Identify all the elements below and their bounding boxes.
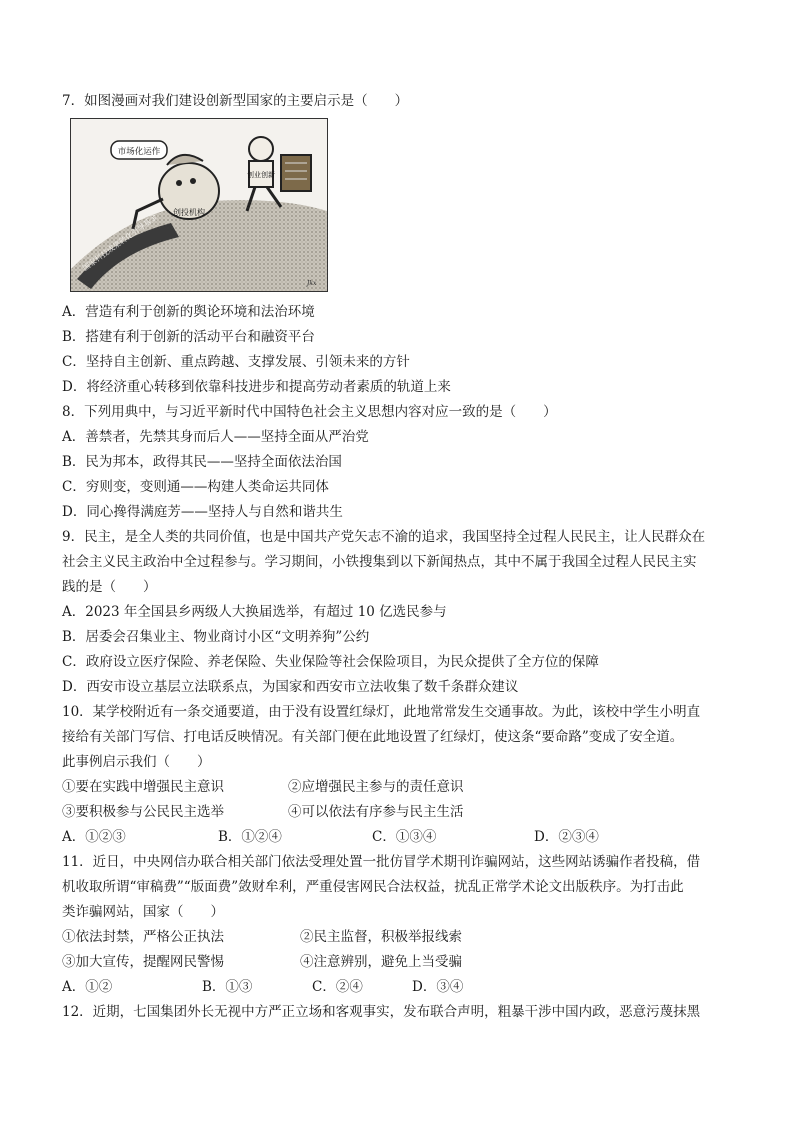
q7-option-d: D．将经济重心转移到依靠科技进步和提高劳动者素质的轨道上来 — [62, 379, 451, 395]
runner-head — [249, 137, 273, 161]
q10-item-2: ②应增强民主参与的责任意识 — [288, 779, 464, 795]
q11-choice-a: A．①② — [62, 979, 113, 995]
q11-choice-c: C．②④ — [312, 979, 363, 995]
q7-cartoon — [70, 118, 328, 292]
q10-stem-line3: 此事例启示我们（ ） — [62, 754, 211, 770]
q11-item-4: ④注意辨别，避免上当受骗 — [300, 954, 462, 970]
q9-option-d: D．西安市设立基层立法联系点，为国家和西安市立法收集了数千条群众建议 — [62, 679, 519, 695]
cartoon-illustration — [71, 119, 327, 291]
q11-stem-line3: 类诈骗网站，国家（ ） — [62, 904, 224, 920]
label-startup: 创投机构 — [173, 208, 205, 217]
q8-option-a: A．善禁者，先禁其身而后人——坚持全面从严治党 — [62, 429, 369, 445]
q7-option-a: A．营造有利于创新的舆论环境和法治环境 — [62, 304, 315, 320]
q8-option-d: D．同心搀得满庭芳——坚持人与自然和谐共生 — [62, 504, 343, 520]
q10-item-4: ④可以依法有序参与民主生活 — [288, 804, 464, 820]
q11-item-2: ②民主监督，积极举报线索 — [300, 929, 462, 945]
q11-item-3: ③加大宣传，提醒网民警惕 — [62, 954, 224, 970]
q7-stem: 7．如图漫画对我们建设创新型国家的主要启示是（ ） — [62, 93, 409, 109]
q10-choice-a: A．①②③ — [62, 829, 126, 845]
signature: Jkx — [307, 280, 317, 287]
q8-option-b: B．民为邦本，政得其民——坚持全面依法治国 — [62, 454, 342, 470]
q11-choice-b: B．①③ — [202, 979, 253, 995]
q10-item-1: ①要在实践中增强民主意识 — [62, 779, 224, 795]
document-board — [281, 155, 311, 191]
q9-stem-line2: 社会主义民主政治中全过程参与。学习期间，小铁搜集到以下新闻热点，其中不属于我国全过程人民民主实 — [62, 554, 697, 570]
q8-option-c: C．穷则变，变则通——构建人类命运共同体 — [62, 479, 329, 495]
q8-stem: 8．下列用典中，与习近平新时代中国特色社会主义思想内容对应一致的是（ ） — [62, 404, 557, 420]
q11-stem-line2: 机收取所谓“审稿费”“版面费”敛财牟利，严重侵害网民合法权益，扰乱正常学术论文出版秩序。为打击此 — [62, 879, 684, 895]
q10-stem-line1: 10．某学校附近有一条交通要道，由于没有设置红绿灯，此地常常发生交通事故。为此，该校中学生小明直 — [62, 704, 701, 720]
q9-stem-line3: 践的是（ ） — [62, 579, 157, 595]
q11-choice-d: D．③④ — [412, 979, 464, 995]
q10-stem-line2: 接给有关部门写信、打电话反映情况。有关部门便在此地设置了红绿灯，使这条“要命路”变成了安全道。 — [62, 729, 684, 745]
q9-option-a: A．2023 年全国县乡两级人大换届选举，有超过 10 亿选民参与 — [62, 604, 447, 620]
q9-option-b: B．居委会召集业主、物业商讨小区“文明养狗”公约 — [62, 629, 370, 645]
q10-item-3: ③要积极参与公民民主选举 — [62, 804, 224, 820]
q11-item-1: ①依法封禁，严格公正执法 — [62, 929, 224, 945]
q9-option-c: C．政府设立医疗保险、养老保险、失业保险等社会保险项目，为民众提供了全方位的保障 — [62, 654, 599, 670]
q7-option-c: C．坚持自主创新、重点跨越、支撑发展、引领未来的方针 — [62, 354, 410, 370]
q10-choice-c: C．①③④ — [372, 829, 437, 845]
q10-choice-b: B．①②④ — [218, 829, 282, 845]
q12-stem: 12．近期，七国集团外长无视中方严正立场和客观事实，发布联合声明，粗暴干涉中国内政，恶意污蔑抹黑 — [62, 1004, 701, 1020]
q11-stem-line1: 11．近日，中央网信办联合相关部门依法受理处置一批仿冒学术期刊诈骗网站，这些网站诱骗作者投稿，借 — [62, 854, 701, 870]
q10-choice-d: D．②③④ — [534, 829, 599, 845]
q9-stem-line1: 9．民主，是全人类的共同价值，也是中国共产党矢志不渝的追求，我国坚持全过程人民民主，让人民群众在 — [62, 529, 706, 545]
label-innovation: 创业创新 — [247, 171, 275, 179]
label-ramp: 国家科技成果转化引导基金 — [80, 212, 159, 273]
label-market: 市场化运作 — [117, 147, 161, 157]
q7-option-b: B．搭建有利于创新的活动平台和融资平台 — [62, 329, 315, 345]
